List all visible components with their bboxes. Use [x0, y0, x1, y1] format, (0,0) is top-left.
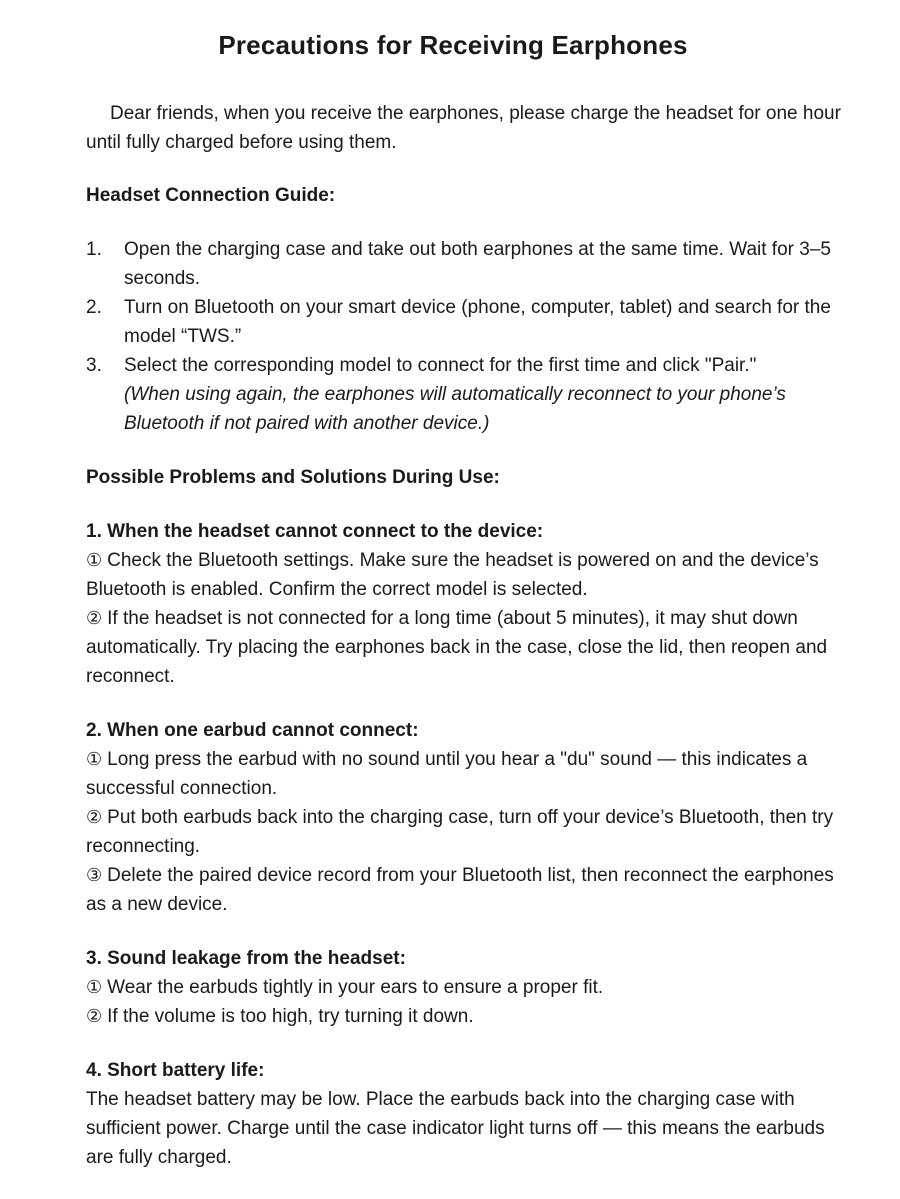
circled-number-icon: ② [86, 1006, 103, 1027]
spacer [86, 919, 844, 944]
step-note: (When using again, the earphones will automatically reconnect to your phone’s Bluetooth if not paired with another device.) [124, 384, 786, 434]
circled-number-icon: ② [86, 807, 103, 828]
problem-block [86, 517, 844, 691]
solution-text: Long press the earbud with no sound until you hear a "du" sound — this indicates a successful connection. [86, 749, 808, 799]
solution-text: The headset battery may be low. Place the earbuds back into the charging case with sufficient power. Charge until the case indicator light turns off — this means the earbuds are fully charged. [86, 1089, 825, 1168]
solution-point [86, 861, 844, 919]
guide-step [86, 235, 844, 293]
circled-number-icon: ① [86, 977, 103, 998]
step-number: 3. [86, 355, 102, 376]
spacer [86, 438, 844, 463]
circled-number-icon: ③ [86, 865, 103, 886]
circled-number-icon: ② [86, 608, 103, 629]
problem-block [86, 1056, 844, 1172]
solution-text: If the volume is too high, try turning it down. [107, 1006, 474, 1027]
spacer [86, 210, 844, 235]
guide-step [86, 293, 844, 351]
solution-text: Put both earbuds back into the charging case, turn off your device’s Bluetooth, then try reconnecting. [86, 807, 834, 857]
guide-step [86, 351, 844, 438]
step-text-main: Open the charging case and take out both earphones at the same time. Wait for 3–5 seconds. [124, 239, 831, 289]
intro-paragraph: Dear friends, when you receive the earphones, please charge the headset for one hour until fully charged before using them. [86, 103, 841, 153]
page-title: Precautions for Receiving Earphones [218, 30, 688, 60]
solution-point [86, 604, 844, 691]
spacer [86, 492, 844, 517]
problem-block [86, 716, 844, 919]
step-text [124, 351, 844, 438]
step-text-main: Select the corresponding model to connect for the first time and click "Pair." [124, 355, 757, 376]
guide-heading: Headset Connection Guide: [86, 185, 336, 206]
circled-number-icon: ① [86, 749, 103, 770]
problem-title: 1. When the headset cannot connect to the device: [86, 521, 544, 542]
step-number: 1. [86, 239, 102, 260]
solution-text: Delete the paired device record from your Bluetooth list, then reconnect the earphones as a new device. [86, 865, 834, 915]
spacer [86, 1031, 844, 1056]
solution-point [86, 546, 844, 604]
solution-point [86, 745, 844, 803]
problem-block [86, 944, 844, 1031]
step-number: 2. [86, 297, 102, 318]
solution-text: Check the Bluetooth settings. Make sure the headset is powered on and the device’s Bluetooth is enabled. Confirm the correct model is selected. [86, 550, 819, 600]
solution-text: If the headset is not connected for a long time (about 5 minutes), it may shut down automatically. Try placing the earphones back in the case, close the lid, then reopen and reconnect. [86, 608, 828, 687]
step-text-main: Turn on Bluetooth on your smart device (phone, computer, tablet) and search for the model “TWS.” [124, 297, 831, 347]
solution-point [86, 803, 844, 861]
spacer [86, 691, 844, 716]
problem-title: 2. When one earbud cannot connect: [86, 720, 419, 741]
problem-title: 3. Sound leakage from the headset: [86, 948, 406, 969]
guide-steps-list [86, 235, 844, 438]
problem-title: 4. Short battery life: [86, 1060, 265, 1081]
solution-point [86, 973, 844, 1002]
solution-text: Wear the earbuds tightly in your ears to ensure a proper fit. [107, 977, 604, 998]
step-text [124, 235, 844, 293]
problems-heading: Possible Problems and Solutions During Use: [86, 467, 500, 488]
step-text [124, 293, 844, 351]
circled-number-icon: ① [86, 550, 103, 571]
solution-point [86, 1002, 844, 1031]
